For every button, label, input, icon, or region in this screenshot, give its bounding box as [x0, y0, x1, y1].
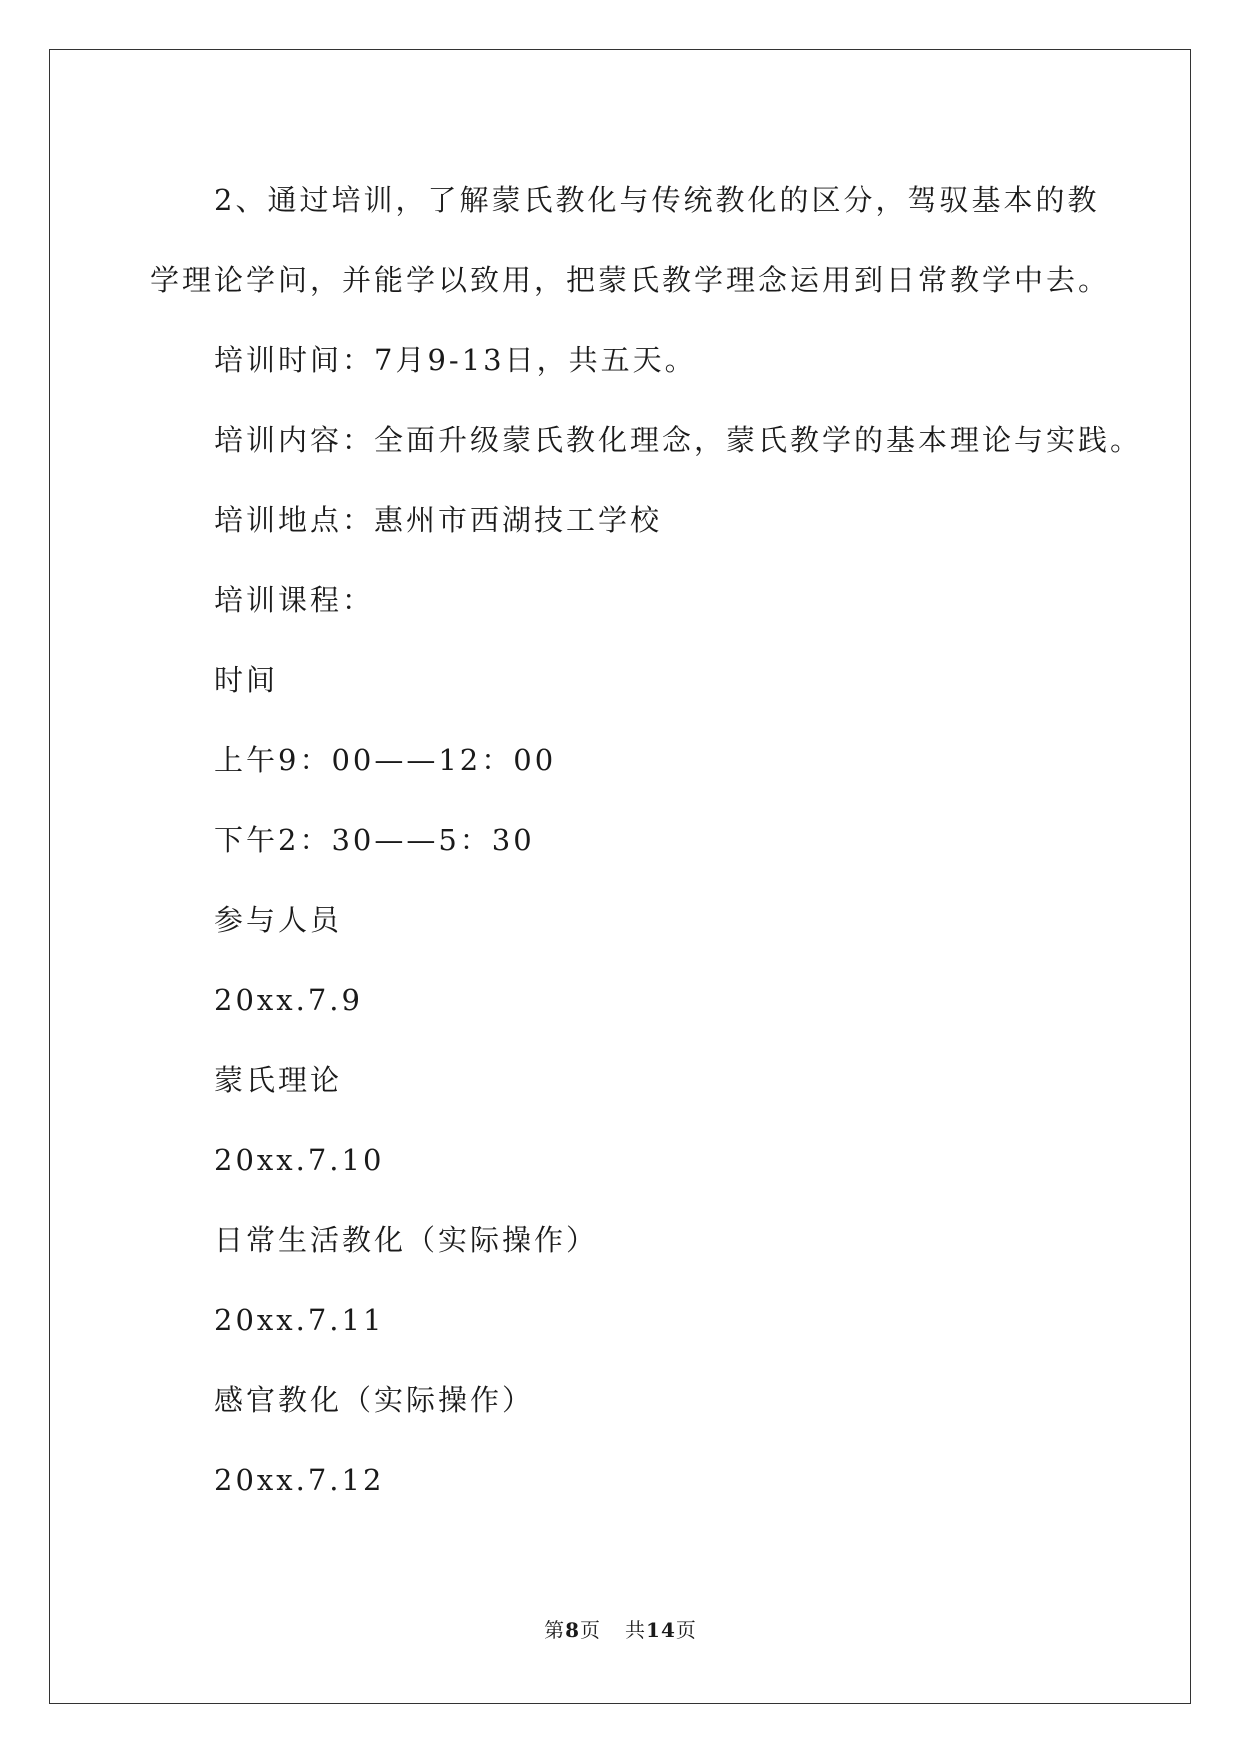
total-prefix: 共: [625, 1618, 647, 1642]
training-courses-label: 培训课程：: [214, 583, 375, 617]
schedule-line: 上午9：00——12：00: [214, 743, 557, 777]
schedule-line: 20xx.7.9: [214, 983, 363, 1017]
total-suffix: 页: [675, 1618, 697, 1642]
page-suffix: 页: [580, 1618, 602, 1642]
training-content: 培训内容：全面升级蒙氏教化理念，蒙氏教学的基本理论与实践。: [214, 423, 1143, 457]
page-number: 8: [565, 1618, 581, 1642]
schedule-line: 20xx.7.12: [214, 1463, 385, 1497]
page-prefix: 第: [544, 1618, 566, 1642]
schedule-line: 参与人员: [214, 903, 343, 937]
document-body: [150, 160, 1143, 1520]
training-location: 培训地点：惠州市西湖技工学校: [214, 503, 663, 537]
schedule-line: 时间: [214, 663, 279, 697]
schedule-line: 感官教化（实际操作）: [214, 1383, 535, 1417]
page-footer: [0, 1614, 1241, 1643]
schedule-line: 20xx.7.11: [214, 1303, 385, 1337]
schedule-line: 下午2：30——5：30: [214, 823, 535, 857]
paragraph-line: 学理论学问，并能学以致用，把蒙氏教学理念运用到日常教学中去。: [150, 263, 1111, 297]
paragraph-line: 2、通过培训，了解蒙氏教化与传统教化的区分，驾驭基本的教: [214, 183, 1100, 217]
schedule-line: 蒙氏理论: [214, 1063, 343, 1097]
training-time: 培训时间：7月9-13日，共五天。: [214, 343, 697, 377]
schedule-line: 日常生活教化（实际操作）: [214, 1223, 599, 1257]
schedule-line: 20xx.7.10: [214, 1143, 385, 1177]
total-pages: 14: [646, 1618, 676, 1642]
